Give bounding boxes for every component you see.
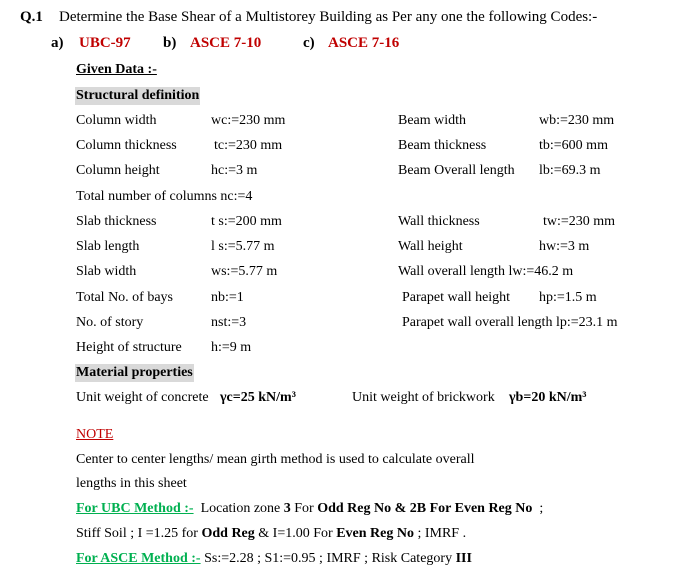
- ubc-importance-text: & I=1.00 For: [258, 526, 333, 541]
- wall-thickness-label: Wall thickness: [398, 214, 480, 229]
- beam-length-label: Beam Overall length: [398, 163, 515, 178]
- wall-height-value: hw:=3 m: [539, 239, 590, 254]
- parapet-height-label: Parapet wall height: [402, 290, 511, 305]
- option-a-label: a): [51, 35, 64, 51]
- concrete-weight-label: Unit weight of concrete: [76, 390, 209, 405]
- brick-weight-value: γb=20 kN/m³: [509, 390, 587, 405]
- ubc-soil-text: Stiff Soil ; I =1.25 for: [76, 526, 198, 541]
- beam-width-value: wb:=230 mm: [539, 113, 615, 128]
- column-height-label: Column height: [76, 163, 160, 178]
- option-a-code: UBC-97: [79, 35, 131, 51]
- ubc-reg-text: Odd Reg No & 2B For Even Reg No: [317, 501, 533, 516]
- material-heading: Material properties: [76, 365, 193, 380]
- wall-height-label: Wall height: [398, 239, 463, 254]
- note-line-2: lengths in this sheet: [76, 476, 187, 491]
- wall-overall-length: Wall overall length lw:=46.2 m: [398, 264, 574, 279]
- column-height-value: hc:=3 m: [211, 163, 258, 178]
- beam-length-value: lb:=69.3 m: [539, 163, 601, 178]
- beam-thickness-label: Beam thickness: [398, 138, 487, 153]
- stories-label: No. of story: [76, 315, 144, 330]
- question-text: Determine the Base Shear of a Multistorey Building as Per any one the following Codes:-: [59, 9, 598, 25]
- column-thickness-label: Column thickness: [76, 138, 177, 153]
- wall-thickness-value: tw:=230 mm: [543, 214, 616, 229]
- ubc-odd-reg: Odd Reg: [201, 526, 255, 541]
- ubc-line-2: [76, 525, 466, 543]
- ubc-zone-number: 3: [283, 501, 291, 516]
- given-data-heading: Given Data :-: [76, 62, 157, 77]
- option-b-label: b): [163, 35, 177, 51]
- slab-thickness-value: t s:=200 mm: [211, 214, 282, 229]
- question-number: Q.1: [20, 9, 43, 25]
- ubc-semicolon: ;: [539, 501, 544, 516]
- column-thickness-value: tc:=230 mm: [214, 138, 283, 153]
- columns-total: Total number of columns nc:=4: [76, 189, 253, 204]
- concrete-weight-value: γc=25 kN/m³: [220, 390, 296, 405]
- slab-width-value: ws:=5.77 m: [211, 264, 278, 279]
- ubc-method-link[interactable]: For UBC Method :-: [76, 501, 194, 516]
- structure-height-label: Height of structure: [76, 340, 182, 355]
- slab-width-label: Slab width: [76, 264, 137, 279]
- column-width-label: Column width: [76, 113, 157, 128]
- ubc-zone-text: Location zone: [200, 501, 281, 516]
- ubc-line-1: [76, 500, 543, 518]
- ubc-for-text: For: [294, 501, 314, 516]
- structure-height-value: h:=9 m: [211, 340, 252, 355]
- beam-thickness-value: tb:=600 mm: [539, 138, 608, 153]
- ubc-even-reg: Even Reg No: [336, 526, 414, 541]
- slab-length-label: Slab length: [76, 239, 140, 254]
- total-bays-value: nb:=1: [211, 290, 244, 305]
- stories-value: nst:=3: [211, 315, 247, 330]
- column-width-value: wc:=230 mm: [211, 113, 286, 128]
- note-line-1: Center to center lengths/ mean girth method is used to calculate overall: [76, 452, 475, 467]
- parapet-height-value: hp:=1.5 m: [539, 290, 597, 305]
- structural-heading: Structural definition: [76, 88, 200, 103]
- slab-length-value: l s:=5.77 m: [211, 239, 275, 254]
- asce-params: Ss:=2.28 ; S1:=0.95 ; IMRF ; Risk Category: [204, 551, 453, 566]
- asce-method-link[interactable]: For ASCE Method :-: [76, 551, 201, 566]
- option-b-code: ASCE 7-10: [190, 35, 262, 51]
- brick-weight-label: Unit weight of brickwork: [352, 390, 495, 405]
- parapet-overall-length: Parapet wall overall length lp:=23.1 m: [402, 315, 618, 330]
- ubc-imrf-text: ; IMRF .: [417, 526, 467, 541]
- beam-width-label: Beam width: [398, 113, 467, 128]
- asce-line: [76, 550, 472, 568]
- total-bays-label: Total No. of bays: [76, 290, 174, 305]
- option-c-label: c): [303, 35, 315, 51]
- slab-thickness-label: Slab thickness: [76, 214, 157, 229]
- note-heading: NOTE: [76, 427, 114, 442]
- asce-risk-category: III: [455, 551, 472, 566]
- option-c-code: ASCE 7-16: [328, 35, 400, 51]
